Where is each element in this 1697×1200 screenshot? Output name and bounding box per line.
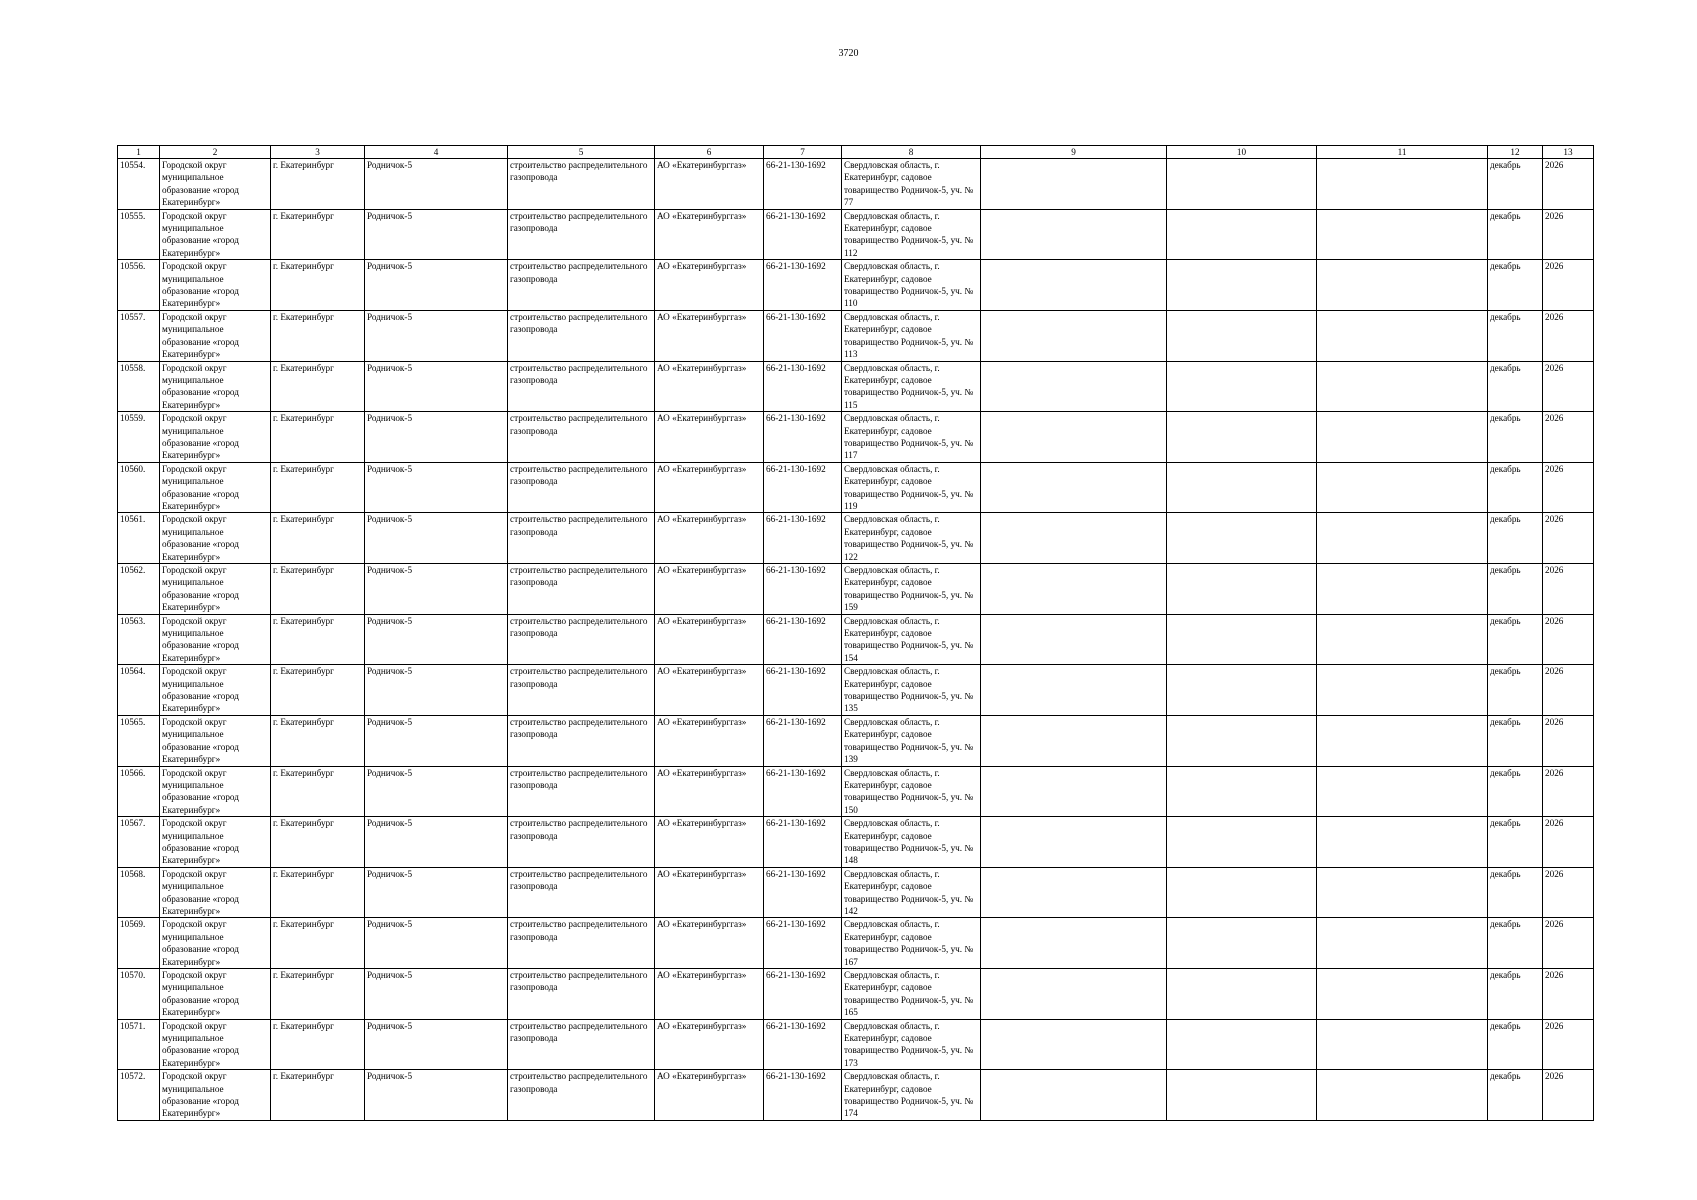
year-cell: 2026: [1543, 564, 1594, 615]
column-9-cell: [981, 513, 1167, 564]
locality-cell: Родничок-5: [365, 969, 508, 1020]
registry-code-cell: 66-21-130-1692: [764, 867, 842, 918]
work-type-cell: строительство распределительного газопровода: [508, 513, 655, 564]
locality-cell: Родничок-5: [365, 260, 508, 311]
column-9-cell: [981, 1070, 1167, 1121]
column-9-cell: [981, 766, 1167, 817]
column-11-cell: [1317, 260, 1488, 311]
organization-cell: АО «Екатеринбурггаз»: [655, 412, 764, 463]
locality-cell: Родничок-5: [365, 665, 508, 716]
column-10-cell: [1167, 867, 1317, 918]
address-cell: Свердловская область, г. Екатеринбург, садовое товарищество Родничок-5, уч. № 150: [842, 766, 981, 817]
column-9-cell: [981, 412, 1167, 463]
work-type-cell: строительство распределительного газопровода: [508, 665, 655, 716]
locality-cell: Родничок-5: [365, 159, 508, 210]
registry-code-cell: 66-21-130-1692: [764, 310, 842, 361]
locality-cell: Родничок-5: [365, 361, 508, 412]
column-9-cell: [981, 564, 1167, 615]
column-11-cell: [1317, 614, 1488, 665]
column-9-cell: [981, 665, 1167, 716]
month-cell: декабрь: [1488, 462, 1543, 513]
column-header: 6: [655, 146, 764, 159]
row-number: 10571.: [118, 1019, 160, 1070]
year-cell: 2026: [1543, 665, 1594, 716]
city-cell: г. Екатеринбург: [271, 513, 365, 564]
month-cell: декабрь: [1488, 867, 1543, 918]
city-cell: г. Екатеринбург: [271, 817, 365, 868]
registry-code-cell: 66-21-130-1692: [764, 260, 842, 311]
column-9-cell: [981, 361, 1167, 412]
organization-cell: АО «Екатеринбурггаз»: [655, 564, 764, 615]
city-cell: г. Екатеринбург: [271, 260, 365, 311]
column-11-cell: [1317, 310, 1488, 361]
column-11-cell: [1317, 867, 1488, 918]
table-row: [118, 564, 1594, 615]
district-cell: Городской округ муниципальное образование «город Екатеринбург»: [160, 715, 271, 766]
address-cell: Свердловская область, г. Екатеринбург, садовое товарищество Родничок-5, уч. № 174: [842, 1070, 981, 1121]
month-cell: декабрь: [1488, 260, 1543, 311]
organization-cell: АО «Екатеринбурггаз»: [655, 918, 764, 969]
row-number: 10556.: [118, 260, 160, 311]
year-cell: 2026: [1543, 918, 1594, 969]
registry-code-cell: 66-21-130-1692: [764, 159, 842, 210]
table-row: [118, 1019, 1594, 1070]
column-10-cell: [1167, 310, 1317, 361]
work-type-cell: строительство распределительного газопровода: [508, 817, 655, 868]
table-row: [118, 918, 1594, 969]
column-11-cell: [1317, 564, 1488, 615]
column-header: 13: [1543, 146, 1594, 159]
organization-cell: АО «Екатеринбурггаз»: [655, 1019, 764, 1070]
year-cell: 2026: [1543, 1070, 1594, 1121]
row-number: 10563.: [118, 614, 160, 665]
organization-cell: АО «Екатеринбурггаз»: [655, 260, 764, 311]
column-10-cell: [1167, 462, 1317, 513]
year-cell: 2026: [1543, 969, 1594, 1020]
year-cell: 2026: [1543, 462, 1594, 513]
column-10-cell: [1167, 665, 1317, 716]
month-cell: декабрь: [1488, 564, 1543, 615]
organization-cell: АО «Екатеринбурггаз»: [655, 665, 764, 716]
year-cell: 2026: [1543, 310, 1594, 361]
month-cell: декабрь: [1488, 310, 1543, 361]
district-cell: Городской округ муниципальное образование «город Екатеринбург»: [160, 614, 271, 665]
organization-cell: АО «Екатеринбурггаз»: [655, 817, 764, 868]
address-cell: Свердловская область, г. Екатеринбург, садовое товарищество Родничок-5, уч. № 165: [842, 969, 981, 1020]
column-header: 5: [508, 146, 655, 159]
work-type-cell: строительство распределительного газопровода: [508, 159, 655, 210]
city-cell: г. Екатеринбург: [271, 564, 365, 615]
column-11-cell: [1317, 665, 1488, 716]
month-cell: декабрь: [1488, 969, 1543, 1020]
row-number: 10568.: [118, 867, 160, 918]
column-9-cell: [981, 260, 1167, 311]
row-number: 10570.: [118, 969, 160, 1020]
row-number: 10572.: [118, 1070, 160, 1121]
row-number: 10561.: [118, 513, 160, 564]
organization-cell: АО «Екатеринбурггаз»: [655, 462, 764, 513]
column-header: 3: [271, 146, 365, 159]
year-cell: 2026: [1543, 715, 1594, 766]
address-cell: Свердловская область, г. Екатеринбург, садовое товарищество Родничок-5, уч. № 77: [842, 159, 981, 210]
registry-code-cell: 66-21-130-1692: [764, 1070, 842, 1121]
column-11-cell: [1317, 1019, 1488, 1070]
district-cell: Городской округ муниципальное образование «город Екатеринбург»: [160, 969, 271, 1020]
table-row: [118, 310, 1594, 361]
locality-cell: Родничок-5: [365, 1070, 508, 1121]
column-9-cell: [981, 614, 1167, 665]
district-cell: Городской округ муниципальное образование «город Екатеринбург»: [160, 766, 271, 817]
city-cell: г. Екатеринбург: [271, 361, 365, 412]
registry-code-cell: 66-21-130-1692: [764, 564, 842, 615]
table-row: [118, 209, 1594, 260]
city-cell: г. Екатеринбург: [271, 665, 365, 716]
row-number: 10565.: [118, 715, 160, 766]
address-cell: Свердловская область, г. Екатеринбург, садовое товарищество Родничок-5, уч. № 154: [842, 614, 981, 665]
work-type-cell: строительство распределительного газопровода: [508, 867, 655, 918]
city-cell: г. Екатеринбург: [271, 1019, 365, 1070]
year-cell: 2026: [1543, 766, 1594, 817]
city-cell: г. Екатеринбург: [271, 1070, 365, 1121]
column-10-cell: [1167, 209, 1317, 260]
city-cell: г. Екатеринбург: [271, 715, 365, 766]
district-cell: Городской округ муниципальное образование «город Екатеринбург»: [160, 513, 271, 564]
registry-code-cell: 66-21-130-1692: [764, 462, 842, 513]
column-header: 1: [118, 146, 160, 159]
column-9-cell: [981, 209, 1167, 260]
column-11-cell: [1317, 209, 1488, 260]
month-cell: декабрь: [1488, 513, 1543, 564]
address-cell: Свердловская область, г. Екатеринбург, садовое товарищество Родничок-5, уч. № 110: [842, 260, 981, 311]
table-row: [118, 969, 1594, 1020]
table-row: [118, 867, 1594, 918]
registry-code-cell: 66-21-130-1692: [764, 766, 842, 817]
column-11-cell: [1317, 969, 1488, 1020]
column-header: 12: [1488, 146, 1543, 159]
table-row: [118, 715, 1594, 766]
year-cell: 2026: [1543, 867, 1594, 918]
address-cell: Свердловская область, г. Екатеринбург, садовое товарищество Родничок-5, уч. № 113: [842, 310, 981, 361]
column-9-cell: [981, 1019, 1167, 1070]
column-10-cell: [1167, 614, 1317, 665]
table-row: [118, 462, 1594, 513]
month-cell: декабрь: [1488, 1019, 1543, 1070]
work-type-cell: строительство распределительного газопровода: [508, 361, 655, 412]
work-type-cell: строительство распределительного газопровода: [508, 412, 655, 463]
month-cell: декабрь: [1488, 715, 1543, 766]
row-number: 10566.: [118, 766, 160, 817]
registry-code-cell: 66-21-130-1692: [764, 361, 842, 412]
column-10-cell: [1167, 969, 1317, 1020]
year-cell: 2026: [1543, 209, 1594, 260]
organization-cell: АО «Екатеринбурггаз»: [655, 310, 764, 361]
locality-cell: Родничок-5: [365, 513, 508, 564]
month-cell: декабрь: [1488, 766, 1543, 817]
row-number: 10554.: [118, 159, 160, 210]
column-header: 11: [1317, 146, 1488, 159]
district-cell: Городской округ муниципальное образование «город Екатеринбург»: [160, 310, 271, 361]
address-cell: Свердловская область, г. Екатеринбург, садовое товарищество Родничок-5, уч. № 119: [842, 462, 981, 513]
table-row: [118, 159, 1594, 210]
district-cell: Городской округ муниципальное образование «город Екатеринбург»: [160, 159, 271, 210]
column-header: 8: [842, 146, 981, 159]
column-11-cell: [1317, 1070, 1488, 1121]
column-9-cell: [981, 969, 1167, 1020]
district-cell: Городской округ муниципальное образование «город Екатеринбург»: [160, 209, 271, 260]
registry-code-cell: 66-21-130-1692: [764, 665, 842, 716]
column-11-cell: [1317, 715, 1488, 766]
column-10-cell: [1167, 766, 1317, 817]
column-11-cell: [1317, 462, 1488, 513]
registry-body: [118, 159, 1594, 1121]
city-cell: г. Екатеринбург: [271, 918, 365, 969]
city-cell: г. Екатеринбург: [271, 614, 365, 665]
district-cell: Городской округ муниципальное образование «город Екатеринбург»: [160, 412, 271, 463]
address-cell: Свердловская область, г. Екатеринбург, садовое товарищество Родничок-5, уч. № 135: [842, 665, 981, 716]
table-row: [118, 260, 1594, 311]
district-cell: Городской округ муниципальное образование «город Екатеринбург»: [160, 564, 271, 615]
year-cell: 2026: [1543, 260, 1594, 311]
month-cell: декабрь: [1488, 159, 1543, 210]
locality-cell: Родничок-5: [365, 766, 508, 817]
column-header: 2: [160, 146, 271, 159]
locality-cell: Родничок-5: [365, 462, 508, 513]
year-cell: 2026: [1543, 412, 1594, 463]
work-type-cell: строительство распределительного газопровода: [508, 260, 655, 311]
column-10-cell: [1167, 159, 1317, 210]
month-cell: декабрь: [1488, 1070, 1543, 1121]
column-10-cell: [1167, 412, 1317, 463]
year-cell: 2026: [1543, 361, 1594, 412]
row-number: 10555.: [118, 209, 160, 260]
district-cell: Городской округ муниципальное образование «город Екатеринбург»: [160, 260, 271, 311]
district-cell: Городской округ муниципальное образование «город Екатеринбург»: [160, 1070, 271, 1121]
year-cell: 2026: [1543, 159, 1594, 210]
column-11-cell: [1317, 159, 1488, 210]
district-cell: Городской округ муниципальное образование «город Екатеринбург»: [160, 817, 271, 868]
registry-code-cell: 66-21-130-1692: [764, 412, 842, 463]
locality-cell: Родничок-5: [365, 715, 508, 766]
address-cell: Свердловская область, г. Екатеринбург, садовое товарищество Родничок-5, уч. № 159: [842, 564, 981, 615]
row-number: 10567.: [118, 817, 160, 868]
district-cell: Городской округ муниципальное образование «город Екатеринбург»: [160, 462, 271, 513]
column-9-cell: [981, 715, 1167, 766]
locality-cell: Родничок-5: [365, 918, 508, 969]
year-cell: 2026: [1543, 817, 1594, 868]
month-cell: декабрь: [1488, 412, 1543, 463]
column-10-cell: [1167, 564, 1317, 615]
city-cell: г. Екатеринбург: [271, 867, 365, 918]
registry-code-cell: 66-21-130-1692: [764, 918, 842, 969]
address-cell: Свердловская область, г. Екатеринбург, садовое товарищество Родничок-5, уч. № 139: [842, 715, 981, 766]
organization-cell: АО «Екатеринбурггаз»: [655, 209, 764, 260]
table-row: [118, 817, 1594, 868]
work-type-cell: строительство распределительного газопровода: [508, 1070, 655, 1121]
registry-code-cell: 66-21-130-1692: [764, 614, 842, 665]
locality-cell: Родничок-5: [365, 209, 508, 260]
row-number: 10562.: [118, 564, 160, 615]
column-10-cell: [1167, 361, 1317, 412]
table-row: [118, 766, 1594, 817]
city-cell: г. Екатеринбург: [271, 969, 365, 1020]
month-cell: декабрь: [1488, 361, 1543, 412]
column-10-cell: [1167, 1019, 1317, 1070]
address-cell: Свердловская область, г. Екатеринбург, садовое товарищество Родничок-5, уч. № 173: [842, 1019, 981, 1070]
organization-cell: АО «Екатеринбурггаз»: [655, 969, 764, 1020]
work-type-cell: строительство распределительного газопровода: [508, 918, 655, 969]
table-row: [118, 361, 1594, 412]
district-cell: Городской округ муниципальное образование «город Екатеринбург»: [160, 918, 271, 969]
organization-cell: АО «Екатеринбурггаз»: [655, 766, 764, 817]
work-type-cell: строительство распределительного газопровода: [508, 209, 655, 260]
column-11-cell: [1317, 513, 1488, 564]
work-type-cell: строительство распределительного газопровода: [508, 715, 655, 766]
column-header: 4: [365, 146, 508, 159]
year-cell: 2026: [1543, 513, 1594, 564]
city-cell: г. Екатеринбург: [271, 159, 365, 210]
column-11-cell: [1317, 412, 1488, 463]
work-type-cell: строительство распределительного газопровода: [508, 1019, 655, 1070]
address-cell: Свердловская область, г. Екатеринбург, садовое товарищество Родничок-5, уч. № 122: [842, 513, 981, 564]
organization-cell: АО «Екатеринбурггаз»: [655, 361, 764, 412]
row-number: 10559.: [118, 412, 160, 463]
organization-cell: АО «Екатеринбурггаз»: [655, 159, 764, 210]
table-row: [118, 1070, 1594, 1121]
district-cell: Городской округ муниципальное образование «город Екатеринбург»: [160, 361, 271, 412]
address-cell: Свердловская область, г. Екатеринбург, садовое товарищество Родничок-5, уч. № 112: [842, 209, 981, 260]
column-11-cell: [1317, 918, 1488, 969]
city-cell: г. Екатеринбург: [271, 766, 365, 817]
address-cell: Свердловская область, г. Екатеринбург, садовое товарищество Родничок-5, уч. № 167: [842, 918, 981, 969]
column-9-cell: [981, 462, 1167, 513]
column-10-cell: [1167, 1070, 1317, 1121]
registry-code-cell: 66-21-130-1692: [764, 817, 842, 868]
table-row: [118, 614, 1594, 665]
city-cell: г. Екатеринбург: [271, 209, 365, 260]
column-number-row: [118, 146, 1594, 159]
work-type-cell: строительство распределительного газопровода: [508, 462, 655, 513]
work-type-cell: строительство распределительного газопровода: [508, 564, 655, 615]
row-number: 10564.: [118, 665, 160, 716]
locality-cell: Родничок-5: [365, 1019, 508, 1070]
year-cell: 2026: [1543, 614, 1594, 665]
month-cell: декабрь: [1488, 918, 1543, 969]
registry-code-cell: 66-21-130-1692: [764, 715, 842, 766]
city-cell: г. Екатеринбург: [271, 462, 365, 513]
organization-cell: АО «Екатеринбурггаз»: [655, 1070, 764, 1121]
column-10-cell: [1167, 918, 1317, 969]
address-cell: Свердловская область, г. Екатеринбург, садовое товарищество Родничок-5, уч. № 148: [842, 817, 981, 868]
row-number: 10569.: [118, 918, 160, 969]
table-row: [118, 665, 1594, 716]
month-cell: декабрь: [1488, 614, 1543, 665]
column-11-cell: [1317, 817, 1488, 868]
registry-code-cell: 66-21-130-1692: [764, 969, 842, 1020]
column-9-cell: [981, 867, 1167, 918]
table-row: [118, 513, 1594, 564]
city-cell: г. Екатеринбург: [271, 412, 365, 463]
column-11-cell: [1317, 361, 1488, 412]
locality-cell: Родничок-5: [365, 614, 508, 665]
column-10-cell: [1167, 715, 1317, 766]
district-cell: Городской округ муниципальное образование «город Екатеринбург»: [160, 867, 271, 918]
row-number: 10557.: [118, 310, 160, 361]
column-10-cell: [1167, 260, 1317, 311]
column-10-cell: [1167, 513, 1317, 564]
column-header: 10: [1167, 146, 1317, 159]
column-11-cell: [1317, 766, 1488, 817]
work-type-cell: строительство распределительного газопровода: [508, 766, 655, 817]
registry-code-cell: 66-21-130-1692: [764, 1019, 842, 1070]
district-cell: Городской округ муниципальное образование «город Екатеринбург»: [160, 665, 271, 716]
column-header: 7: [764, 146, 842, 159]
organization-cell: АО «Екатеринбурггаз»: [655, 513, 764, 564]
city-cell: г. Екатеринбург: [271, 310, 365, 361]
address-cell: Свердловская область, г. Екатеринбург, садовое товарищество Родничок-5, уч. № 115: [842, 361, 981, 412]
column-9-cell: [981, 817, 1167, 868]
organization-cell: АО «Екатеринбурггаз»: [655, 614, 764, 665]
column-9-cell: [981, 918, 1167, 969]
district-cell: Городской округ муниципальное образование «город Екатеринбург»: [160, 1019, 271, 1070]
column-9-cell: [981, 159, 1167, 210]
organization-cell: АО «Екатеринбурггаз»: [655, 867, 764, 918]
locality-cell: Родничок-5: [365, 867, 508, 918]
registry-code-cell: 66-21-130-1692: [764, 209, 842, 260]
locality-cell: Родничок-5: [365, 564, 508, 615]
page-number: 3720: [838, 48, 859, 59]
table-row: [118, 412, 1594, 463]
locality-cell: Родничок-5: [365, 817, 508, 868]
work-type-cell: строительство распределительного газопровода: [508, 969, 655, 1020]
month-cell: декабрь: [1488, 817, 1543, 868]
year-cell: 2026: [1543, 1019, 1594, 1070]
row-number: 10560.: [118, 462, 160, 513]
work-type-cell: строительство распределительного газопровода: [508, 614, 655, 665]
address-cell: Свердловская область, г. Екатеринбург, садовое товарищество Родничок-5, уч. № 142: [842, 867, 981, 918]
registry-code-cell: 66-21-130-1692: [764, 513, 842, 564]
work-type-cell: строительство распределительного газопровода: [508, 310, 655, 361]
address-cell: Свердловская область, г. Екатеринбург, садовое товарищество Родничок-5, уч. № 117: [842, 412, 981, 463]
column-10-cell: [1167, 817, 1317, 868]
registry-table: [117, 145, 1594, 1121]
locality-cell: Родничок-5: [365, 412, 508, 463]
month-cell: декабрь: [1488, 665, 1543, 716]
month-cell: декабрь: [1488, 209, 1543, 260]
organization-cell: АО «Екатеринбурггаз»: [655, 715, 764, 766]
locality-cell: Родничок-5: [365, 310, 508, 361]
column-9-cell: [981, 310, 1167, 361]
column-header: 9: [981, 146, 1167, 159]
row-number: 10558.: [118, 361, 160, 412]
